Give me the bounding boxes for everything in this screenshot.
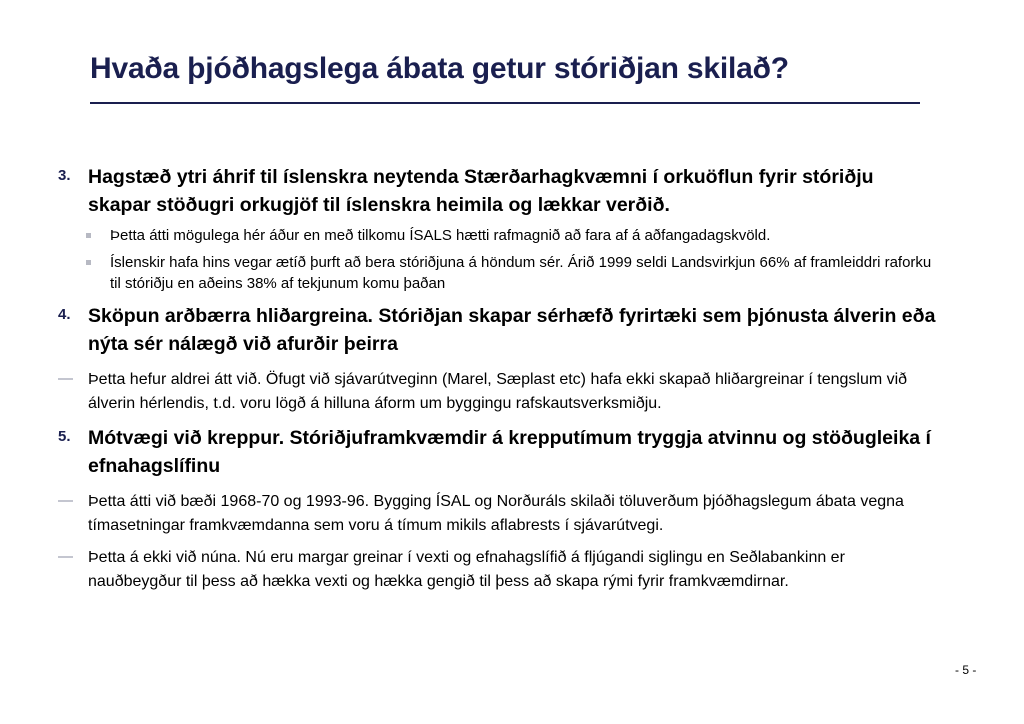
- sub-bullet-text: Þetta átti mögulega hér áður en með tilkomu ÍSALS hætti rafmagnið að fara af á aðfangadagskvöld.: [110, 227, 771, 244]
- slide-title: Hvaða þjóðhagslega ábata getur stóriðjan skilað?: [90, 52, 789, 85]
- numbered-item-4: [58, 302, 938, 358]
- item-heading: Hagstæð ytri áhrif til íslenskra neytenda Stærðarhagkvæmni í orkuöflun fyrir stóriðju skapar stöðugri orkugjöf til íslenskra heimila og lækkar verðið.: [88, 166, 874, 216]
- item-heading: Mótvægi við kreppur. Stóriðjuframkvæmdir á krepputímum tryggja atvinnu og stöðugleika í efnahagslífinu: [88, 427, 931, 477]
- dash-icon: —: [58, 492, 73, 509]
- dash-bullet-text: Þetta átti við bæði 1968-70 og 1993-96. Bygging ÍSAL og Norðuráls skilaði töluverðum þjóðhagslegum ábata vegna tímasetningar framkvæmdanna sem voru á tímum mikils aflabrests í sjávarútvegi.: [88, 493, 904, 534]
- dash-bullet: [58, 368, 938, 416]
- dash-icon: —: [58, 548, 73, 565]
- sub-bullet-text: Íslenskir hafa hins vegar ætíð þurft að bera stóriðjuna á höndum sér. Árið 1999 seldi Landsvirkjun 66% af framleiddri raforku til stóriðju en aðeins 38% af tekjunum komu þaðan: [110, 254, 932, 292]
- title-underline: [90, 102, 920, 104]
- sub-bullet: [58, 225, 938, 246]
- dash-bullet-text: Þetta á ekki við núna. Nú eru margar greinar í vexti og efnahagslífið á fljúgandi siglingu en Seðlabankinn er nauðbeygður til þess að hækka vexti og hækka gengið til þess að skapa rými fyrir framkvæmdirnar.: [88, 549, 845, 590]
- dash-bullet: [58, 546, 938, 594]
- numbered-item-3: [58, 163, 938, 219]
- dash-icon: —: [58, 370, 73, 387]
- square-bullet-icon: [86, 233, 91, 238]
- page-number: - 5 -: [955, 663, 977, 677]
- item-heading: Sköpun arðbærra hliðargreina. Stóriðjan skapar sérhæfð fyrirtæki sem þjónusta álverin eða nýta sér nálægð við afurðir þeirra: [88, 305, 936, 355]
- numbered-item-5: [58, 424, 938, 480]
- dash-bullet-text: Þetta hefur aldrei átt við. Öfugt við sjávarútveginn (Marel, Sæplast etc) hafa ekki skapað hliðargreinar í tengslum við álverin hérlendis, t.d. voru lögð á hilluna áform um byggingu rafskautsverksmiðju.: [88, 371, 908, 412]
- item-number: 5.: [58, 428, 71, 445]
- slide-content: [58, 163, 938, 594]
- sub-bullet: [58, 252, 938, 294]
- item-number: 3.: [58, 167, 71, 184]
- dash-bullet: [58, 490, 938, 538]
- square-bullet-icon: [86, 260, 91, 265]
- item-number: 4.: [58, 306, 71, 323]
